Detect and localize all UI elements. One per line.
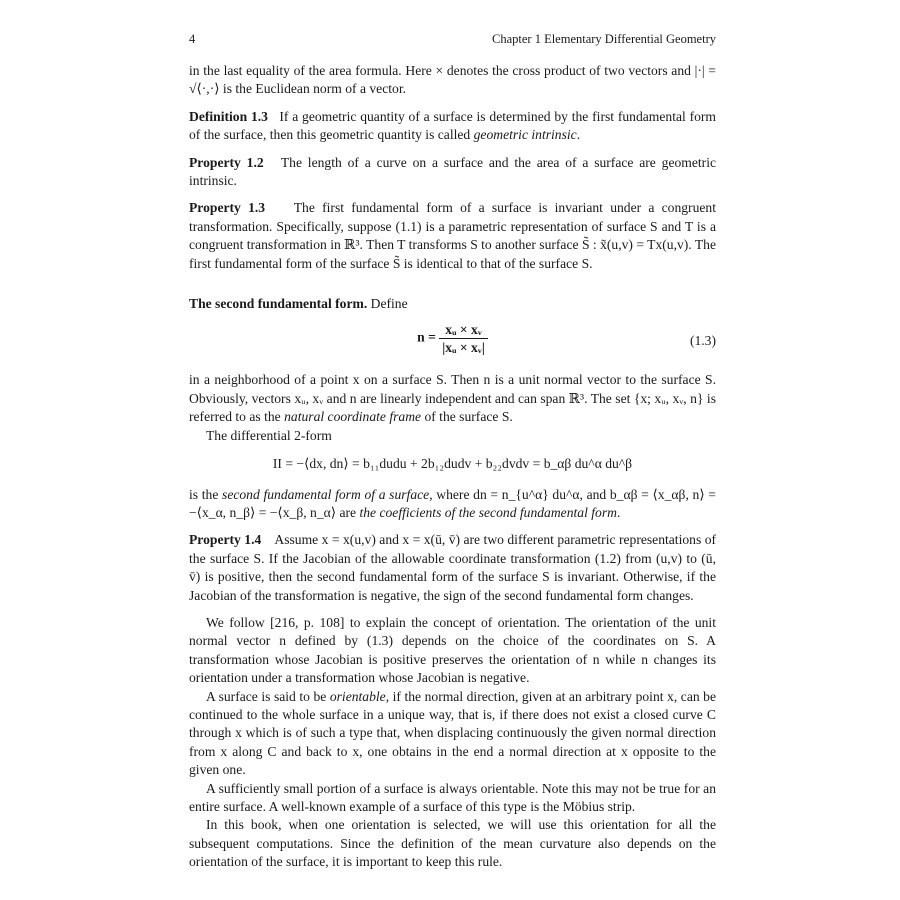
differential-form-intro: The differential 2-form: [206, 427, 332, 443]
equation-1-3: [189, 321, 716, 361]
property-label: Property 1.2: [189, 154, 264, 170]
second-text-2: , where dn = n_{u^α} du^α, and b_αβ = ⟨x_αβ, n⟩ = −⟨x_α, n_β⟩ = −⟨x_β, n_α⟩ are: [189, 486, 716, 520]
property-text: The first fundamental form of a surface is invariant under a congruent transformation. Specifically, suppose (1.1) is a parametric representation of surface S and T is a congruent transformation in ℝ³. Then T transforms S to another surface S̃ : x̃(u,v) = Tx(u,v). The first fundamental form of the surface S̃ is identical to that of the surface S.: [189, 200, 716, 271]
definition-end: .: [576, 127, 581, 143]
definition-1-3: [189, 108, 716, 145]
section-second-fundamental-form: [189, 295, 716, 313]
normal-term: natural coordinate frame: [284, 409, 422, 425]
property-text: The length of a curve on a surface and the area of a surface are geometric intrinsic.: [189, 154, 717, 189]
second-text-1: is the: [189, 486, 223, 502]
equation-lhs: n =: [417, 330, 436, 346]
equation-number: (1.3): [689, 333, 716, 349]
orientation-paragraph-4: In this book, when one orientation is selected, we will use this orientation for all the subsequent computations. Since the definition of the mean curvature also depends on the orientation of the surface, it is important to keep this rule.: [189, 817, 716, 870]
definition-label: Definition 1.3: [189, 108, 268, 124]
book-page: [189, 26, 716, 872]
definition-text: If a geometric quantity of a surface is determined by the first fundamental form of the surface, then this geometric quantity is called: [189, 108, 716, 143]
orientation-paragraph-1: We follow [216, p. 108] to explain the concept of orientation. The orientation of the unit normal vector n defined by (1.3) depends on the choice of the coordinates on S. A transformation whose Jacobian is positive preserves the orientation of n while n changes its orientation under a transformation whose Jacobian is negative.: [189, 614, 716, 686]
intro-paragraph: [189, 62, 716, 99]
second-text-3: .: [616, 504, 621, 520]
second-term: second fundamental form of a surface: [222, 486, 430, 502]
orientation-paragraph-3: A sufficiently small portion of a surface is always orientable. Note this may not be true for an entire surface. A well-known example of a surface of this type is the Möbius strip.: [189, 780, 716, 814]
orientation-paragraph-2: [189, 688, 716, 780]
intro-line-1: in the last equality of the area formula. Here × denotes the cross product of two vectors and: [189, 63, 691, 78]
equation-numerator: xᵤ × xᵥ: [445, 322, 482, 338]
chapter-title: Chapter 1 Elementary Differential Geometry: [492, 32, 716, 46]
second-form-paragraph: [189, 486, 716, 523]
orientable-text-a: A surface is said to be: [206, 688, 330, 704]
orientable-text-b: , if the normal direction, given at an arbitrary point x, can be continued to the whole surface in a unique way, that is, if there does not exist a closed curve C through x which is of such a type that, when displacing continuously the given normal direction from x along C and back to x, one obtains in the end a normal direction at x opposite to the given one.: [189, 688, 716, 778]
normal-end: of the surface S.: [421, 409, 513, 425]
property-text: Assume x = x(u,v) and x = x(ū, v̄) are two different parametric representations of the surface S. If the Jacobian of the allowable coordinate transformation (1.2) from (u,v) to (ū, v̄) is positive, then the second fundamental form of the surface S is invariant. Otherwise, if the Jacobian of the transformation is negative, the sign of the second fundamental form changes.: [189, 532, 717, 603]
normal-text: in a neighborhood of a point x on a surface S. Then n is a unit normal vector to the surface S. Obviously, vectors xᵤ, xᵥ and n are linearly independent and can span ℝ³. The set {x; xᵤ, xᵥ, n} is referred to as the: [189, 372, 716, 425]
page-number: 4: [189, 32, 196, 46]
equation-fraction: [439, 321, 488, 356]
property-label: Property 1.3: [189, 200, 266, 216]
property-1-3: [189, 199, 716, 273]
second-term-2: the coefficients of the second fundamental form: [359, 504, 617, 520]
equation-denominator: |xᵤ × xᵥ|: [439, 338, 488, 356]
orientable-term: orientable: [329, 688, 386, 704]
definition-term: geometric intrinsic: [473, 127, 577, 143]
section-define: Define: [370, 296, 408, 312]
property-label: Property 1.4: [189, 532, 262, 548]
property-1-2: [189, 154, 716, 191]
running-header: [189, 26, 716, 46]
equation-second-form: II = −⟨dx, dn⟩ = b₁₁dudu + 2b₁₂dudv + b₂₂dvdv = b_αβ du^α du^β: [272, 456, 633, 472]
property-1-4: [189, 531, 716, 605]
section-title: The second fundamental form.: [189, 296, 368, 312]
normal-vector-paragraph: [189, 371, 716, 426]
intro-line-2: |·| = √⟨·,·⟩ is the Euclidean norm of a vector.: [189, 63, 716, 97]
